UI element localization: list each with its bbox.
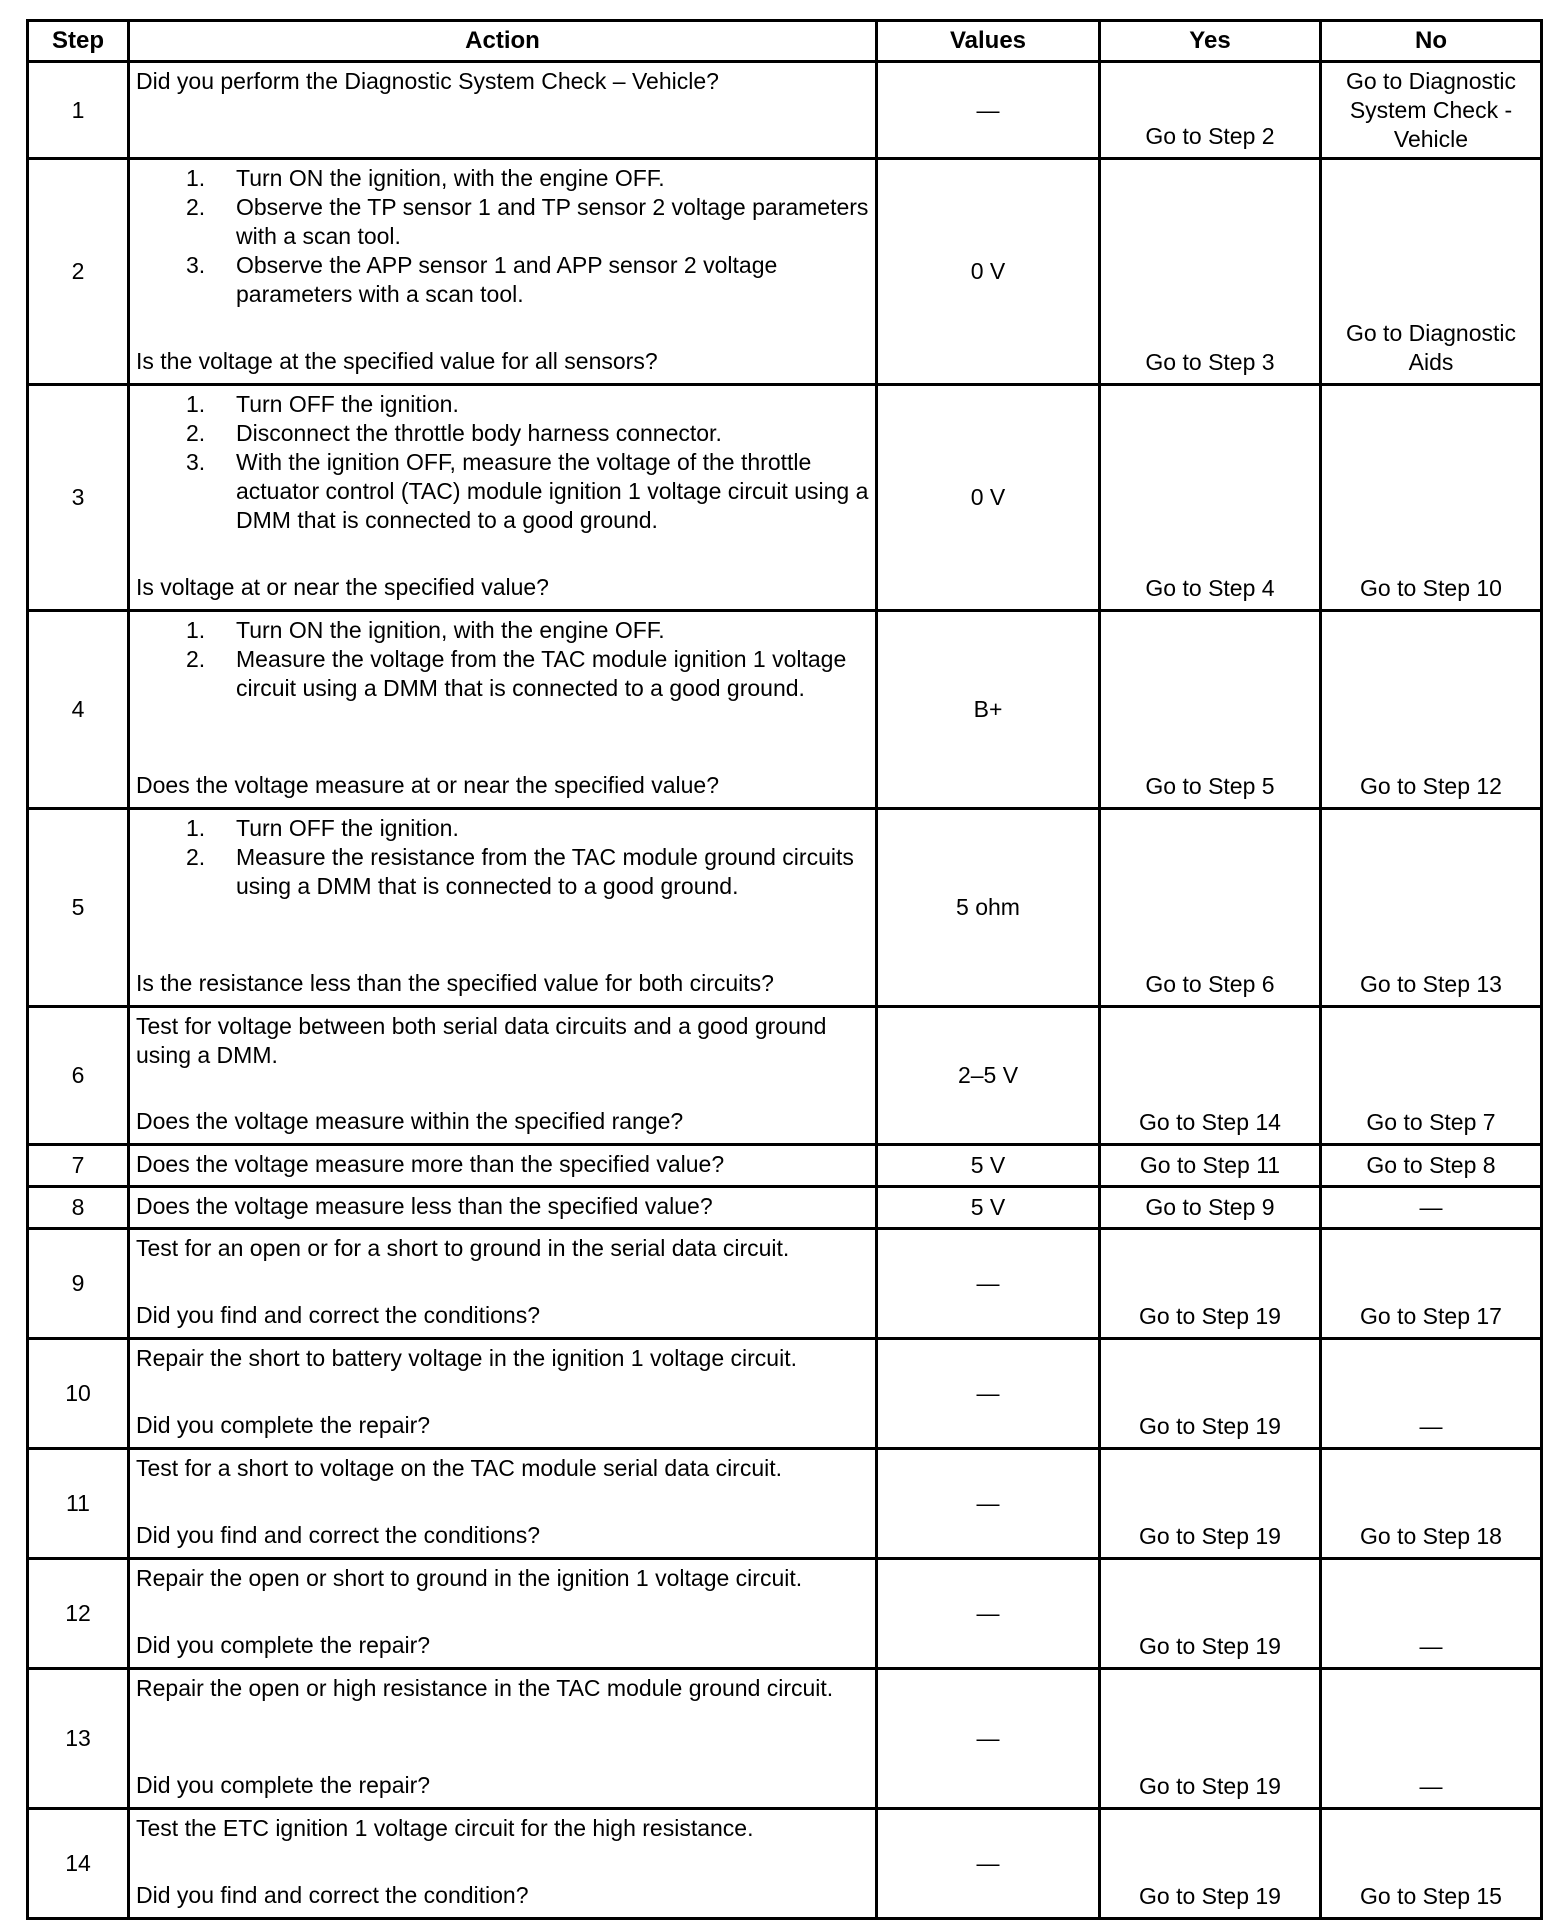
action-cell	[129, 1449, 877, 1559]
no-cell: Go to Step 15	[1321, 1809, 1542, 1919]
step-cell: 7	[28, 1145, 129, 1187]
values-cell: —	[877, 1449, 1100, 1559]
action-instructions	[136, 1012, 869, 1070]
action-step-number: 2.	[186, 194, 206, 220]
action-cell	[129, 385, 877, 611]
action-question: Is the resistance less than the specified value for both circuits?	[136, 970, 774, 996]
action-question: Did you find and correct the conditions?	[136, 1302, 541, 1328]
action-step-text: Turn OFF the ignition.	[236, 815, 459, 841]
action-question: Is the voltage at the specified value for all sensors?	[136, 348, 658, 374]
table-row	[28, 159, 1542, 385]
step-cell: 3	[28, 385, 129, 611]
header-no: No	[1321, 21, 1542, 62]
action-content	[136, 1192, 869, 1221]
values-cell: —	[877, 1669, 1100, 1809]
no-cell: —	[1321, 1559, 1542, 1669]
step-cell: 14	[28, 1809, 129, 1919]
values-cell: 0 V	[877, 159, 1100, 385]
action-cell	[129, 809, 877, 1007]
diagnostic-table	[26, 19, 1543, 1920]
action-step-text: Turn ON the ignition, with the engine OFF.	[236, 617, 665, 643]
no-cell: —	[1321, 1187, 1542, 1229]
action-cell	[129, 1559, 877, 1669]
action-step-text: Turn OFF the ignition.	[236, 391, 459, 417]
no-cell: Go to Step 8	[1321, 1145, 1542, 1187]
action-cell	[129, 1809, 877, 1919]
values-cell: —	[877, 1339, 1100, 1449]
values-cell: 0 V	[877, 385, 1100, 611]
action-instructions	[136, 1192, 869, 1221]
action-step-number: 1.	[186, 391, 206, 417]
action-content	[136, 1674, 869, 1800]
yes-cell: Go to Step 19	[1100, 1449, 1321, 1559]
action-cell	[129, 159, 877, 385]
action-content	[136, 1344, 869, 1440]
table-row	[28, 1669, 1542, 1809]
header-action: Action	[129, 21, 877, 62]
step-cell: 2	[28, 159, 129, 385]
action-question: Did you find and correct the conditions?	[136, 1522, 541, 1548]
action-instructions	[136, 1150, 869, 1179]
action-content	[136, 1012, 869, 1136]
step-cell: 12	[28, 1559, 129, 1669]
step-cell: 9	[28, 1229, 129, 1339]
yes-cell: Go to Step 6	[1100, 809, 1321, 1007]
action-instructions	[136, 814, 869, 901]
action-question: Did you complete the repair?	[136, 1632, 431, 1658]
action-step-item	[136, 193, 869, 251]
step-cell: 8	[28, 1187, 129, 1229]
values-cell: —	[877, 1229, 1100, 1339]
action-intro: Test for an open or for a short to ground in the serial data circuit.	[136, 1235, 790, 1261]
action-instructions	[136, 390, 869, 535]
values-cell: 5 V	[877, 1145, 1100, 1187]
action-step-item	[136, 251, 869, 309]
action-instructions	[136, 164, 869, 309]
action-cell	[129, 611, 877, 809]
action-content	[136, 164, 869, 376]
action-cell	[129, 1007, 877, 1145]
header-values: Values	[877, 21, 1100, 62]
yes-cell: Go to Step 5	[1100, 611, 1321, 809]
table-row	[28, 1145, 1542, 1187]
action-step-item	[136, 616, 869, 645]
action-intro: Test for voltage between both serial data circuits and a good ground using a DMM.	[136, 1013, 827, 1068]
no-cell: Go to Diagnostic System Check - Vehicle	[1321, 62, 1542, 159]
action-intro: Repair the short to battery voltage in the ignition 1 voltage circuit.	[136, 1345, 797, 1371]
action-content	[136, 1234, 869, 1330]
no-cell: —	[1321, 1339, 1542, 1449]
action-instructions	[136, 67, 869, 96]
table-row	[28, 62, 1542, 159]
yes-cell: Go to Step 19	[1100, 1559, 1321, 1669]
yes-cell: Go to Step 4	[1100, 385, 1321, 611]
action-content	[136, 814, 869, 998]
action-intro: Did you perform the Diagnostic System Check – Vehicle?	[136, 68, 719, 94]
step-cell: 4	[28, 611, 129, 809]
action-steps-list	[136, 814, 869, 901]
no-cell: Go to Step 18	[1321, 1449, 1542, 1559]
yes-cell: Go to Step 3	[1100, 159, 1321, 385]
action-content	[136, 616, 869, 800]
action-step-item	[136, 164, 869, 193]
yes-cell: Go to Step 11	[1100, 1145, 1321, 1187]
action-step-text: Observe the APP sensor 1 and APP sensor 2 voltage parameters with a scan tool.	[236, 252, 778, 307]
action-cell	[129, 1669, 877, 1809]
no-cell: Go to Diagnostic Aids	[1321, 159, 1542, 385]
yes-cell: Go to Step 19	[1100, 1339, 1321, 1449]
table-row	[28, 1007, 1542, 1145]
action-steps-list	[136, 616, 869, 703]
action-step-text: Observe the TP sensor 1 and TP sensor 2 voltage parameters with a scan tool.	[236, 194, 869, 249]
action-intro: Does the voltage measure less than the specified value?	[136, 1193, 713, 1219]
table-row	[28, 611, 1542, 809]
action-step-text: Measure the voltage from the TAC module ignition 1 voltage circuit using a DMM that is connected to a good ground.	[236, 646, 847, 701]
action-question: Does the voltage measure within the specified range?	[136, 1108, 684, 1134]
values-cell: 5 ohm	[877, 809, 1100, 1007]
action-step-number: 2.	[186, 420, 206, 446]
header-row	[28, 21, 1542, 62]
action-content	[136, 1150, 869, 1179]
values-cell: —	[877, 1809, 1100, 1919]
action-instructions	[136, 1234, 869, 1263]
action-step-item	[136, 814, 869, 843]
action-steps-list	[136, 390, 869, 535]
action-instructions	[136, 616, 869, 703]
action-question: Did you find and correct the condition?	[136, 1882, 529, 1908]
action-content	[136, 1564, 869, 1660]
action-cell	[129, 1229, 877, 1339]
action-intro: Test for a short to voltage on the TAC module serial data circuit.	[136, 1455, 783, 1481]
table-row	[28, 1559, 1542, 1669]
step-cell: 11	[28, 1449, 129, 1559]
action-cell	[129, 1187, 877, 1229]
table-row	[28, 809, 1542, 1007]
action-step-number: 2.	[186, 844, 206, 870]
no-cell: —	[1321, 1669, 1542, 1809]
no-cell: Go to Step 13	[1321, 809, 1542, 1007]
table-row	[28, 1229, 1542, 1339]
action-step-item	[136, 645, 869, 703]
action-cell	[129, 1145, 877, 1187]
yes-cell: Go to Step 19	[1100, 1229, 1321, 1339]
action-step-text: With the ignition OFF, measure the voltage of the throttle actuator control (TAC) module ignition 1 voltage circuit using a DMM that is connected to a good ground.	[236, 449, 869, 533]
header-yes: Yes	[1100, 21, 1321, 62]
action-step-number: 1.	[186, 617, 206, 643]
values-cell: —	[877, 1559, 1100, 1669]
action-step-text: Measure the resistance from the TAC module ground circuits using a DMM that is connected to a good ground.	[236, 844, 854, 899]
action-cell	[129, 1339, 877, 1449]
action-step-item	[136, 843, 869, 901]
yes-cell: Go to Step 9	[1100, 1187, 1321, 1229]
step-cell: 13	[28, 1669, 129, 1809]
action-instructions	[136, 1674, 869, 1703]
action-intro: Repair the open or high resistance in the TAC module ground circuit.	[136, 1675, 834, 1701]
table-row	[28, 1809, 1542, 1919]
action-step-number: 2.	[186, 646, 206, 672]
table-row	[28, 385, 1542, 611]
no-cell: Go to Step 10	[1321, 385, 1542, 611]
action-step-number: 1.	[186, 815, 206, 841]
action-step-text: Disconnect the throttle body harness connector.	[236, 420, 722, 446]
action-steps-list	[136, 164, 869, 309]
action-step-number: 3.	[186, 449, 206, 475]
yes-cell: Go to Step 19	[1100, 1809, 1321, 1919]
no-cell: Go to Step 7	[1321, 1007, 1542, 1145]
step-cell: 6	[28, 1007, 129, 1145]
action-instructions	[136, 1454, 869, 1483]
values-cell: —	[877, 62, 1100, 159]
action-step-item	[136, 419, 869, 448]
action-cell	[129, 62, 877, 159]
action-instructions	[136, 1814, 869, 1843]
action-step-number: 1.	[186, 165, 206, 191]
step-cell: 5	[28, 809, 129, 1007]
values-cell: B+	[877, 611, 1100, 809]
action-question: Did you complete the repair?	[136, 1772, 431, 1798]
table-row	[28, 1339, 1542, 1449]
action-question: Does the voltage measure at or near the specified value?	[136, 772, 720, 798]
no-cell: Go to Step 17	[1321, 1229, 1542, 1339]
action-instructions	[136, 1564, 869, 1593]
action-content	[136, 390, 869, 602]
table-row	[28, 1187, 1542, 1229]
action-step-text: Turn ON the ignition, with the engine OFF.	[236, 165, 665, 191]
step-cell: 10	[28, 1339, 129, 1449]
values-cell: 5 V	[877, 1187, 1100, 1229]
values-cell: 2–5 V	[877, 1007, 1100, 1145]
action-intro: Test the ETC ignition 1 voltage circuit for the high resistance.	[136, 1815, 754, 1841]
action-question: Is voltage at or near the specified value?	[136, 574, 549, 600]
step-cell: 1	[28, 62, 129, 159]
yes-cell: Go to Step 2	[1100, 62, 1321, 159]
action-question: Did you complete the repair?	[136, 1412, 431, 1438]
action-content	[136, 67, 869, 150]
yes-cell: Go to Step 19	[1100, 1669, 1321, 1809]
no-cell: Go to Step 12	[1321, 611, 1542, 809]
yes-cell: Go to Step 14	[1100, 1007, 1321, 1145]
header-step: Step	[28, 21, 129, 62]
action-instructions	[136, 1344, 869, 1373]
action-intro: Repair the open or short to ground in the ignition 1 voltage circuit.	[136, 1565, 803, 1591]
action-content	[136, 1454, 869, 1550]
action-content	[136, 1814, 869, 1910]
action-step-item	[136, 390, 869, 419]
action-intro: Does the voltage measure more than the specified value?	[136, 1151, 725, 1177]
action-step-number: 3.	[186, 252, 206, 278]
action-step-item	[136, 448, 869, 535]
table-row	[28, 1449, 1542, 1559]
